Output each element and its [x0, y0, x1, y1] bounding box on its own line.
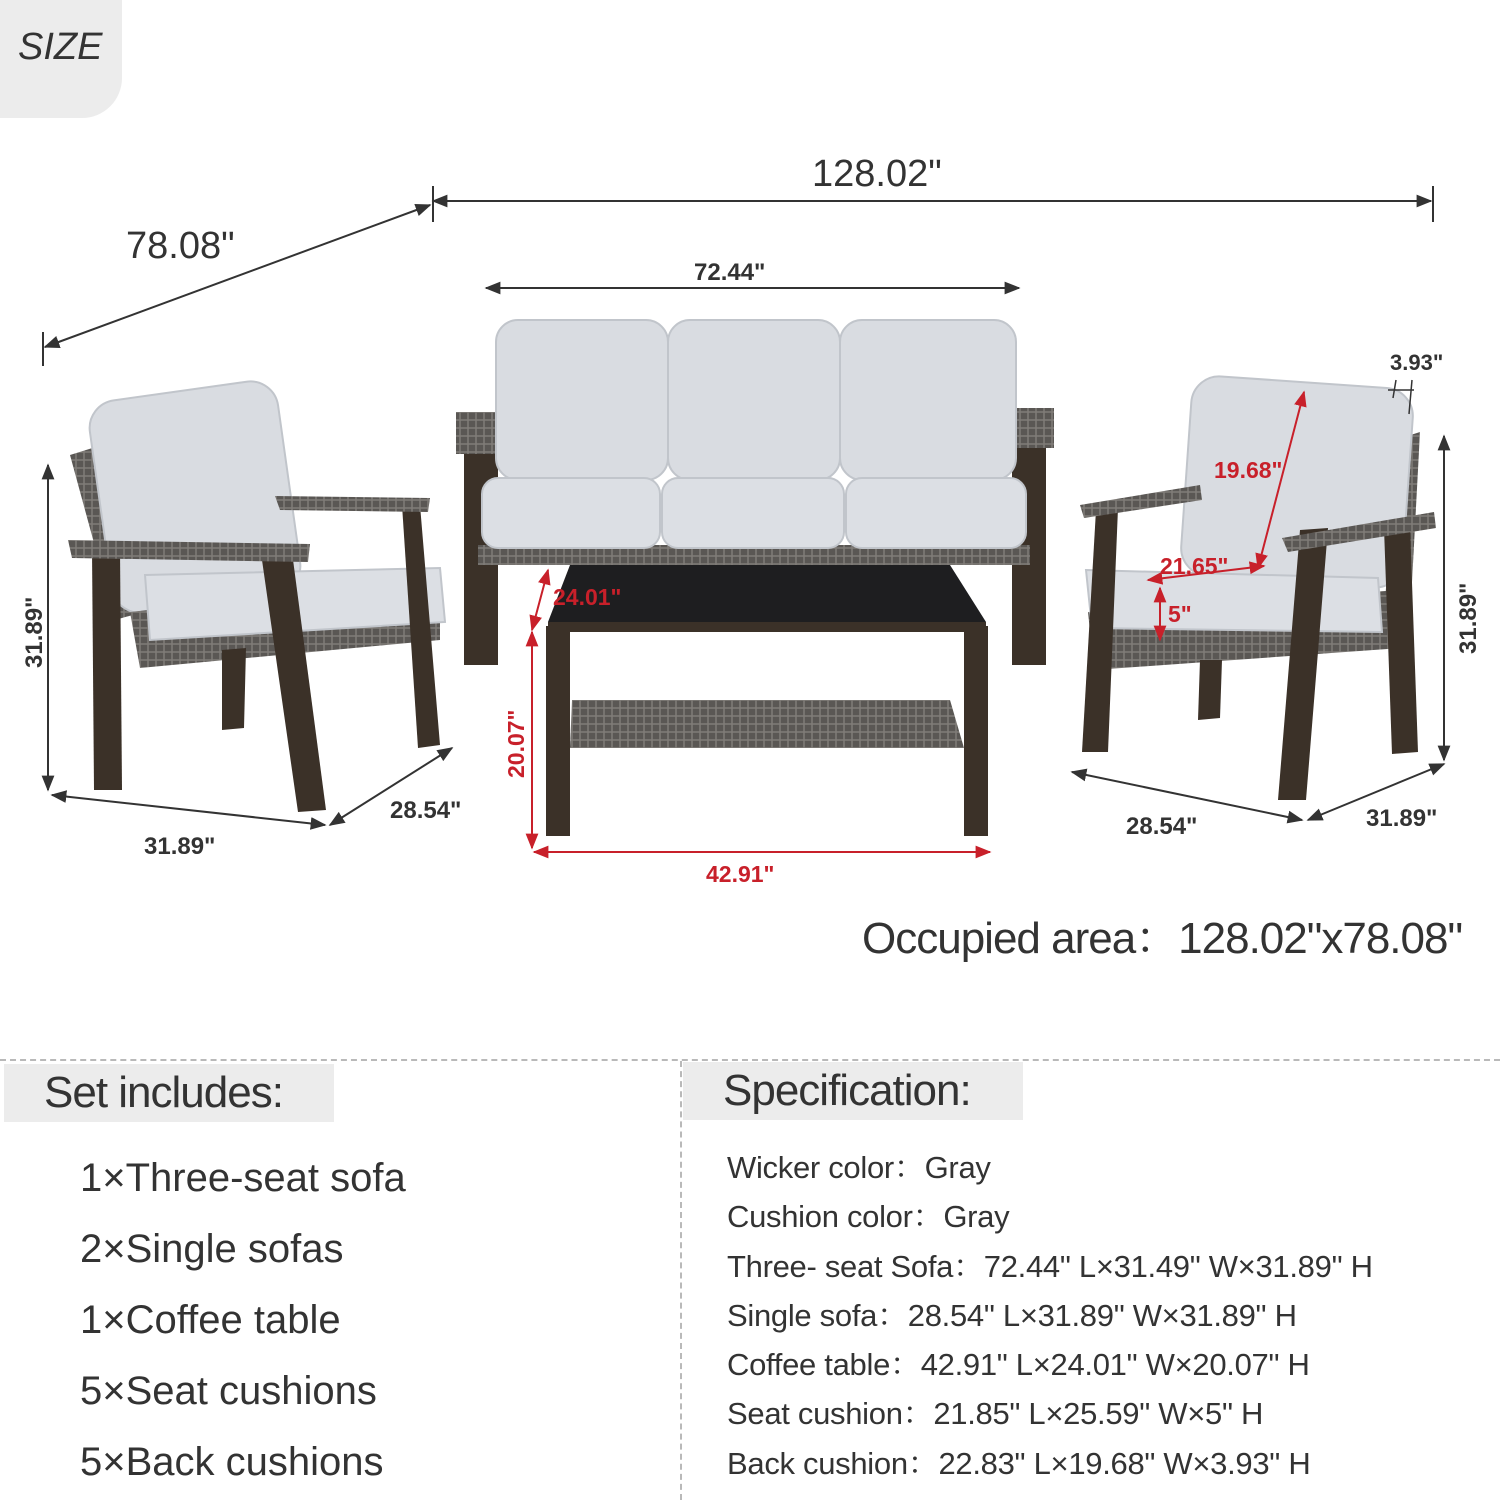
- size-label: SIZE: [18, 26, 103, 68]
- list-item: 2×Single sofas: [80, 1227, 344, 1271]
- section-divider: [0, 1059, 1500, 1061]
- list-item: Seat cushion：21.85" L×25.59" W×5" H: [727, 1396, 1264, 1432]
- list-item: Single sofa：28.54" L×31.89" W×31.89" H: [727, 1297, 1297, 1333]
- column-divider: [680, 1061, 682, 1500]
- right-chair-width-label: 28.54": [1126, 813, 1198, 840]
- back-cushion-height-label: 19.68": [1214, 457, 1283, 483]
- table-length-label: 42.91": [706, 861, 775, 887]
- total-length-label: 128.02": [812, 153, 942, 195]
- set-includes-list: [80, 1150, 406, 1505]
- table-height-label: 20.07": [503, 709, 529, 778]
- left-chair-height-label: 31.89": [21, 596, 48, 668]
- set-includes-heading: Set includes:: [4, 1064, 334, 1122]
- list-item: Three- seat Sofa：72.44" L×31.49" W×31.89" H: [727, 1248, 1373, 1284]
- specification-list: [727, 1146, 1373, 1491]
- list-item: 1×Coffee table: [80, 1298, 341, 1342]
- list-item: Wicker color：Gray: [727, 1150, 991, 1185]
- occupied-area: Occupied area：128.02"x78.08": [862, 914, 1463, 963]
- list-item: Coffee table：42.91" L×24.01" W×20.07" H: [727, 1347, 1310, 1383]
- right-chair-height-label: 31.89": [1455, 582, 1482, 654]
- left-single-sofa: [68, 378, 445, 812]
- list-item: Back cushion：22.83" L×19.68" W×3.93" H: [727, 1445, 1311, 1481]
- list-item: Cushion color：Gray: [727, 1199, 1010, 1235]
- left-chair-width-label: 31.89": [144, 833, 216, 860]
- left-chair-depth-label: 28.54": [390, 797, 462, 824]
- seat-depth-label: 21.65": [1160, 553, 1229, 579]
- list-item: 5×Back cushions: [80, 1440, 384, 1484]
- seat-cushion-height-label: 5": [1168, 601, 1192, 627]
- total-depth-label: 78.08": [126, 225, 235, 267]
- sofa-length-label: 72.44": [694, 259, 766, 286]
- table-depth-label: 24.01": [553, 584, 622, 610]
- specification-heading: Specification:: [683, 1062, 1023, 1120]
- right-single-sofa: [1080, 375, 1436, 800]
- right-chair-depth-label: 31.89": [1366, 805, 1438, 832]
- back-cushion-thickness-label: 3.93": [1390, 350, 1444, 375]
- list-item: 5×Seat cushions: [80, 1369, 377, 1413]
- list-item: 1×Three-seat sofa: [80, 1156, 406, 1200]
